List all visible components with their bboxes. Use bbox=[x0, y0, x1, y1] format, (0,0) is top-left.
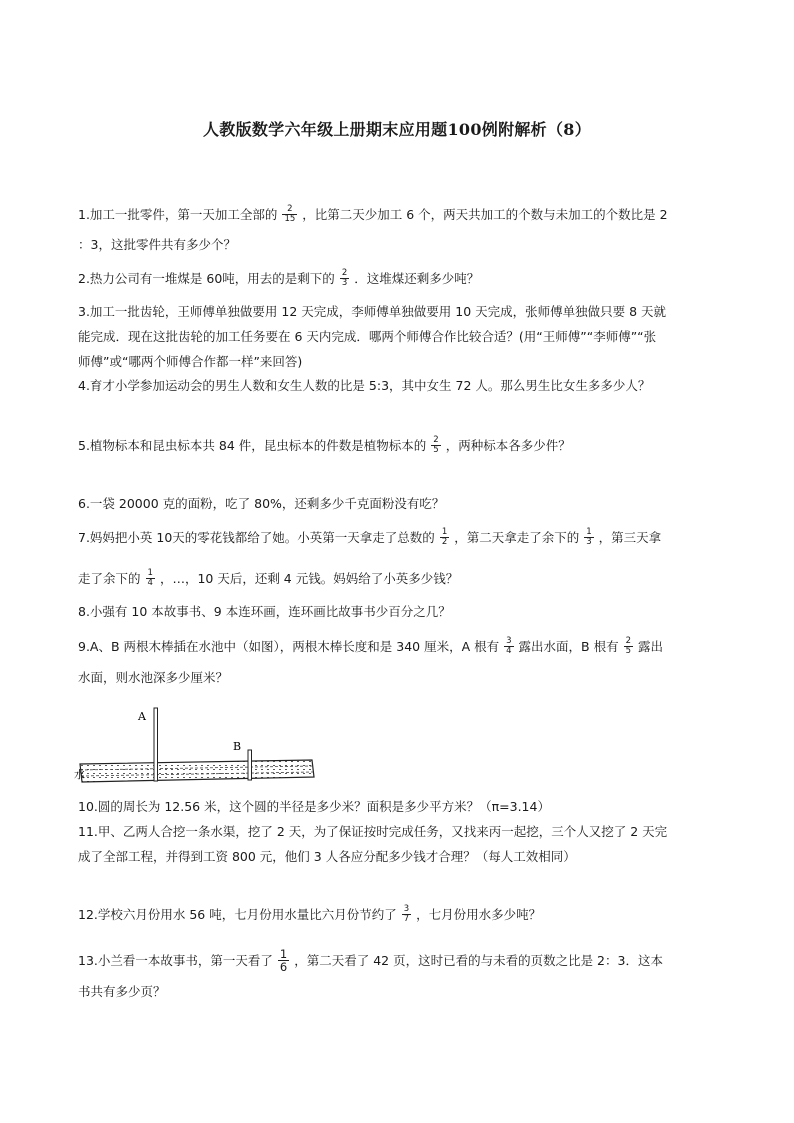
problem-3-line-3: 师傅”或“哪两个师傅合作都一样”来回答) bbox=[78, 354, 303, 369]
problem-3-line-2: 能完成．现在这批齿轮的加工任务要在 6 天内完成．哪两个师傅合作比较合适？(用“王师傅”“李师傅”“张 bbox=[78, 329, 657, 344]
problem-6-line-1: 6.一袋 20000 克的面粉，吃了 80%，还剩多少千克面粉没有吃？ bbox=[78, 496, 445, 511]
fraction: $\frac{2}{3}$ bbox=[341, 268, 348, 288]
problem-1-text: 1.加工一批零件，第一天加工全部的 bbox=[78, 207, 278, 222]
problem-2-line-1 bbox=[78, 270, 728, 289]
stick-a bbox=[154, 708, 158, 781]
problem-12-text: 12.学校六月份用水 56 吨，七月份用水量比六月份节约了 bbox=[78, 907, 397, 922]
problem-13-text: 13.小兰看一本故事书，第一天看了 bbox=[78, 953, 273, 968]
problem-11-line-1: 11.甲、乙两人合挖一条水渠，挖了 2 天，为了保证按时完成任务，又找来丙一起挖，三个人又挖了 2 天完 bbox=[78, 824, 668, 839]
fraction: $\frac{1}{2}$ bbox=[441, 527, 448, 547]
problem-13-text: ，第二天看了 42 页，这时已看的与未看的页数之比是 2：3．这本 bbox=[294, 953, 663, 968]
water-label: 水 bbox=[74, 768, 85, 781]
fraction: $\frac{2}{5}$ bbox=[433, 435, 439, 455]
problem-13-line-2: 书共有多少页？ bbox=[78, 984, 166, 999]
problem-7-line-2 bbox=[78, 570, 728, 589]
problem-5-text: ，两种标本各多少件？ bbox=[445, 438, 571, 453]
problem-7-text: ，…，10 天后，还剩 4 元钱。妈妈给了小英多少钱？ bbox=[159, 571, 459, 586]
problem-7-text: 走了余下的 bbox=[78, 571, 141, 586]
fraction: $\frac{1}{6}$ bbox=[279, 947, 288, 974]
fraction: $\frac{3}{7}$ bbox=[403, 904, 410, 924]
problem-9-text: 9.A、B 两根木棒插在水池中（如图），两根木棒长度和是 340 厘米，A 根有 bbox=[78, 639, 500, 654]
problem-7-text: 7.妈妈把小英 10天的零花钱都给了她。小英第一天拿走了总数的 bbox=[78, 530, 435, 545]
problem-8-line-1: 8.小强有 10 本故事书、9 本连环画，连环画比故事书少百分之几？ bbox=[78, 604, 451, 619]
problem-10-line-1: 10.圆的周长为 12.56 米，这个圆的半径是多少米？面积是多少平方米？（π=3.14） bbox=[78, 799, 550, 814]
problem-1-line-2: ：3，这批零件共有多少个？ bbox=[78, 237, 236, 252]
problem-5-text: 5.植物标本和昆虫标本共 84 件，昆虫标本的件数是植物标本的 bbox=[78, 438, 427, 453]
stick-b bbox=[248, 750, 252, 780]
problem-7-line-1 bbox=[78, 529, 728, 548]
problem-5-line-1 bbox=[78, 437, 728, 456]
problem-1-line-1 bbox=[78, 206, 728, 225]
fraction: $\frac{2}{15}$ bbox=[284, 204, 296, 224]
fraction: $\frac{3}{4}$ bbox=[506, 636, 512, 656]
problem-9-line-2: 水面，则水池深多少厘米？ bbox=[78, 670, 229, 685]
fraction: $\frac{1}{4}$ bbox=[147, 568, 153, 588]
problem-11-line-2: 成了全部工程，并得到工资 800 元，他们 3 人各应分配多少钱才合理？（每人工效相同） bbox=[78, 849, 576, 864]
problem-9-text: 露出水面，B 根有 bbox=[518, 639, 619, 654]
stick-b-label: B bbox=[233, 740, 242, 753]
fraction: $\frac{2}{5}$ bbox=[625, 636, 632, 656]
problem-12-text: ，七月份用水多少吨？ bbox=[416, 907, 542, 922]
page-title: 人教版数学六年级上册期末应用题100例附解析（8） bbox=[202, 120, 592, 139]
problem-2-text: ．这堆煤还剩多少吨？ bbox=[354, 271, 480, 286]
pool-diagram bbox=[74, 704, 324, 788]
problem-9-text: 露出 bbox=[638, 639, 664, 654]
problem-9-line-1 bbox=[78, 638, 728, 657]
problem-12-line-1 bbox=[78, 906, 728, 925]
problem-1-text: ，比第二天少加工 6 个，两天共加工的个数与未加工的个数比是 2 bbox=[302, 207, 668, 222]
fraction: $\frac{1}{3}$ bbox=[586, 527, 592, 547]
problem-7-text: ，第三天拿 bbox=[598, 530, 662, 545]
problem-7-text: ，第二天拿走了余下的 bbox=[454, 530, 580, 545]
problem-13-line-1 bbox=[78, 949, 728, 974]
problem-3-line-1: 3.加工一批齿轮，王师傅单独做要用 12 天完成，李师傅单独做要用 10 天完成，张师傅单独做只要 8 天就 bbox=[78, 304, 667, 319]
problem-2-text: 2.热力公司有一堆煤是 60吨，用去的是剩下的 bbox=[78, 271, 335, 286]
stick-a-label: A bbox=[138, 710, 146, 723]
problem-4-line-1: 4.育才小学参加运动会的男生人数和女生人数的比是 5:3，其中女生 72 人。那么男生比女生多多少人？ bbox=[78, 378, 651, 393]
pool bbox=[80, 760, 314, 782]
